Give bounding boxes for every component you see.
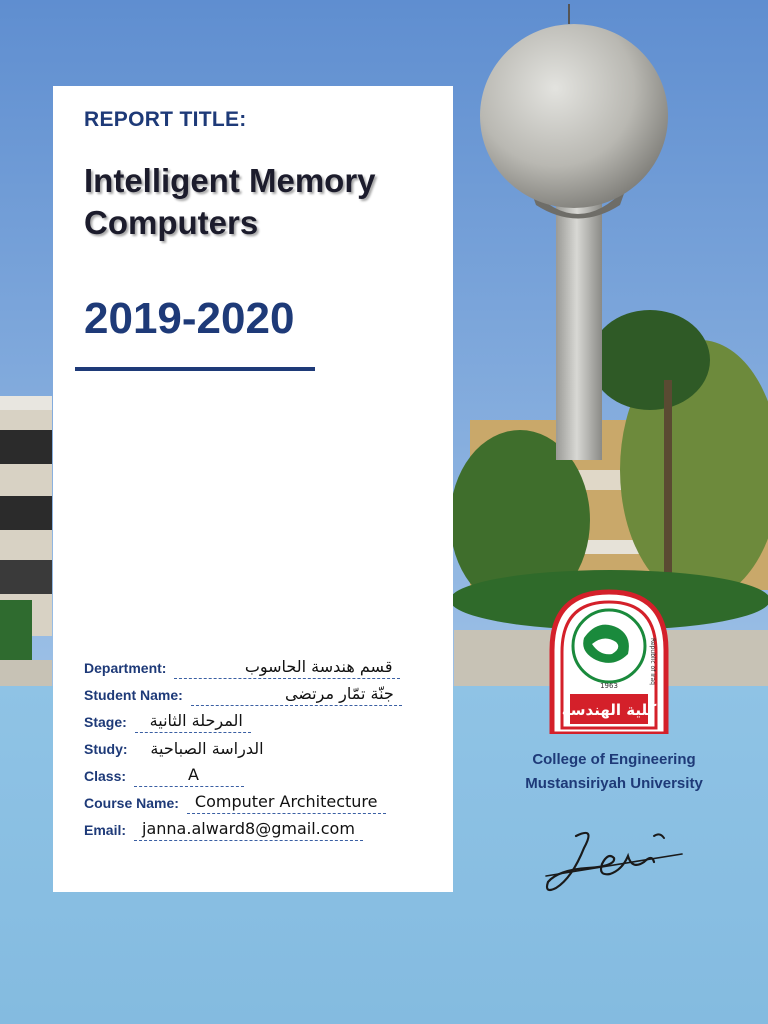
field-value-stage: المرحلة الثانية bbox=[135, 711, 251, 733]
academic-year: 2019-2020 bbox=[84, 294, 295, 343]
field-label: Class: bbox=[84, 768, 127, 784]
report-title-label: REPORT TITLE: bbox=[84, 108, 247, 131]
field-value-department: قسم هندسة الحاسوب bbox=[174, 657, 400, 679]
field-value-email: janna.alward8@gmail.com bbox=[134, 819, 363, 841]
field-value-course-name: Computer Architecture bbox=[187, 792, 386, 814]
field-value-study: الدراسة الصباحية bbox=[150, 739, 264, 758]
college-line-2: Mustansiriyah University bbox=[525, 775, 703, 792]
field-label: Email: bbox=[84, 822, 127, 838]
field-label: Stage: bbox=[84, 714, 127, 730]
student-info bbox=[84, 652, 424, 841]
field-label: Department: bbox=[84, 660, 167, 676]
field-student-name bbox=[84, 679, 424, 706]
report-card bbox=[53, 86, 453, 892]
field-label: Study: bbox=[84, 741, 128, 757]
college-line-1: College of Engineering bbox=[532, 751, 696, 768]
field-stage bbox=[84, 706, 424, 733]
seal-year: 1963 bbox=[600, 682, 618, 690]
field-study bbox=[84, 733, 424, 760]
field-label: Course Name: bbox=[84, 795, 179, 811]
field-course-name bbox=[84, 787, 424, 814]
signature-icon bbox=[536, 818, 696, 898]
field-class bbox=[84, 760, 424, 787]
field-value-class: A bbox=[134, 765, 244, 787]
seal-text-bottom: كلية الهندسة bbox=[561, 701, 657, 719]
seal-text-side: Republic of Iraq bbox=[649, 638, 656, 685]
report-title: Intelligent Memory Computers bbox=[84, 162, 376, 241]
field-email bbox=[84, 814, 424, 841]
field-department bbox=[84, 652, 424, 679]
university-seal-icon bbox=[548, 588, 670, 734]
title-divider bbox=[75, 367, 315, 371]
field-label: Student Name: bbox=[84, 687, 183, 703]
field-value-student-name: جنّة تمّار مرتضى bbox=[191, 684, 402, 706]
college-name bbox=[512, 748, 716, 796]
